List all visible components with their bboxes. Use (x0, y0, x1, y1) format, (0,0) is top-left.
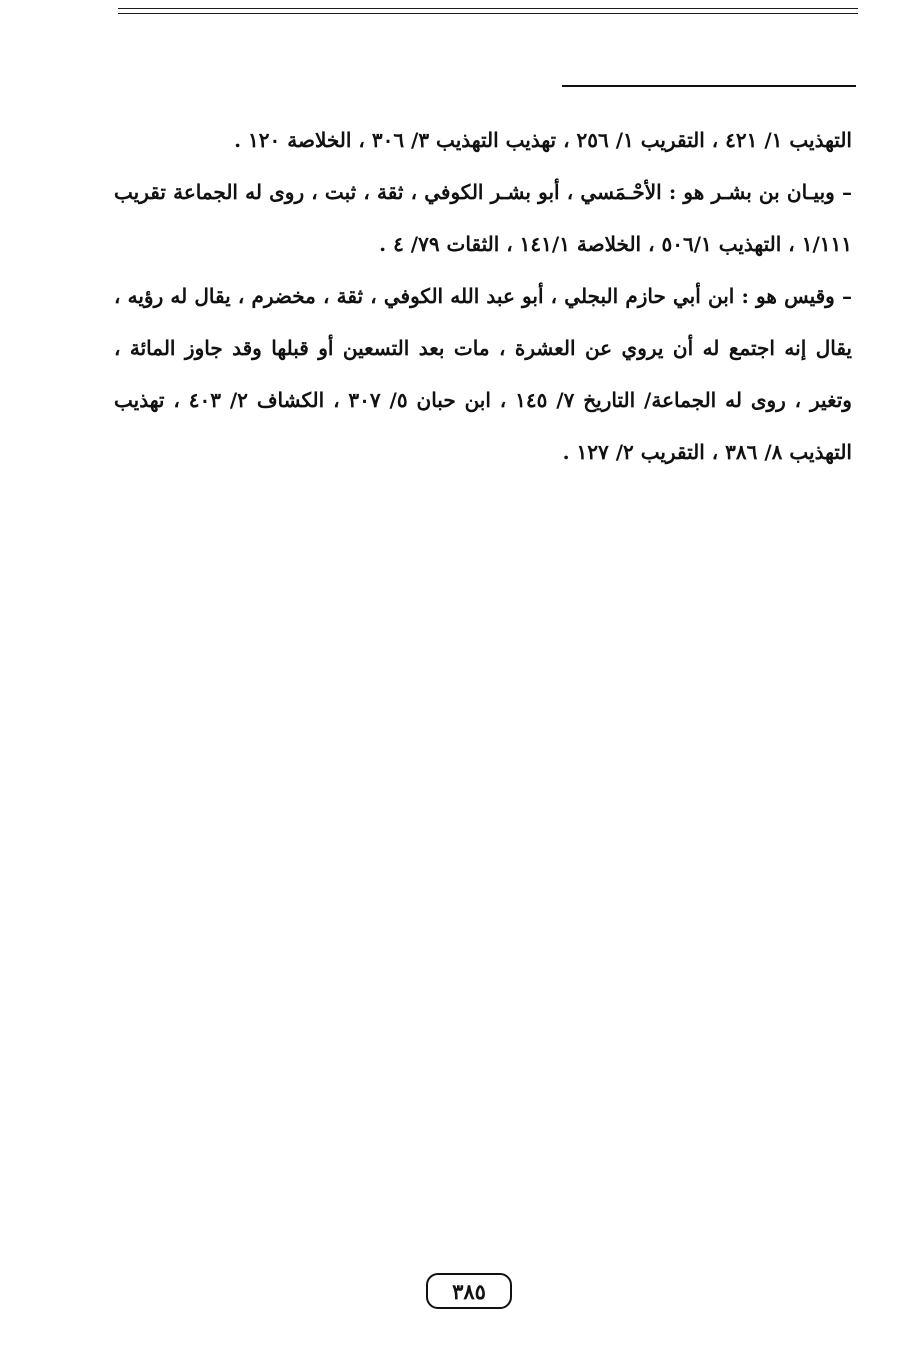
header-rule-bottom (118, 13, 858, 14)
footnote-paragraph: – وبيـان بن بشـر هو : الأحْـمَسي ، أبو بشـر الكوفي ، ثقة ، ثبت ، روى له الجماعة تقريب ١/١١١ ، التهذيب ٥٠٦/١ ، الخلاصة ١٤١/١ ، الثقات ٧٩/ ٤ . (114, 180, 852, 256)
footnotes-block (114, 114, 852, 478)
footnote-separator (562, 85, 856, 87)
footnote-paragraph: التهذيب ١/ ٤٢١ ، التقريب ١/ ٢٥٦ ، تهذيب التهذيب ٣/ ٣٠٦ ، الخلاصة ١٢٠ . (234, 128, 852, 152)
header-rule-top (118, 8, 858, 9)
page-number: ٣٨٥ (426, 1273, 512, 1309)
footnote-paragraph: – وقيس هو : ابن أبي حازم البجلي ، أبو عبد الله الكوفي ، ثقة ، مخضرم ، يقال له رؤيه ، يقال إنه اجتمع له أن يروي عن العشرة ، مات بعد التسعين أو قبلها وقد جاوز المائة ، وتغير ، روى له الجماعة/ التاريخ ٧/ ١٤٥ ، ابن حبان ٥/ ٣٠٧ ، الكشاف ٢/ ٤٠٣ ، تهذيب التهذيب ٨/ ٣٨٦ ، التقريب ٢/ ١٢٧ . (114, 284, 852, 464)
